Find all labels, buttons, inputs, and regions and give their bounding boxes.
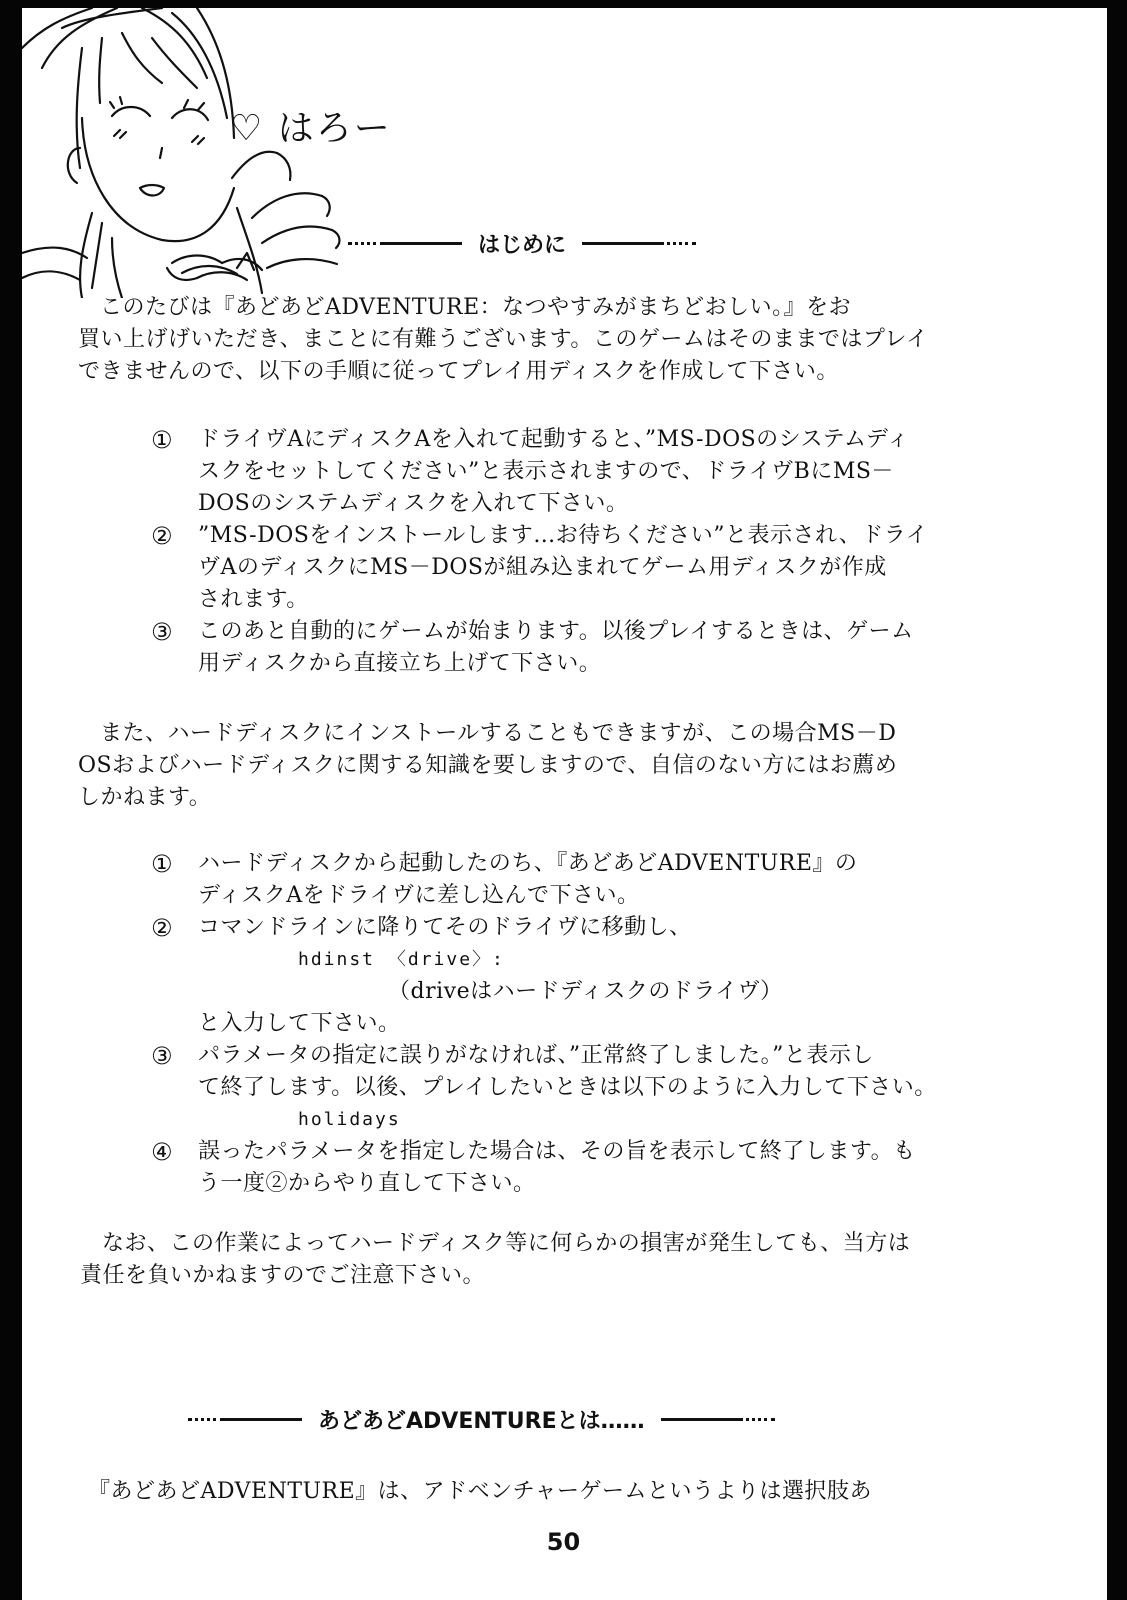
disclaimer-paragraph — [80, 1228, 910, 1292]
step-line: このあと自動的にゲームが始まります。以後プレイするときは、ゲーム — [198, 619, 914, 644]
page-number: 50 — [546, 1528, 581, 1556]
list-item — [146, 1040, 937, 1136]
hdd-intro-line: また、ハードディスクにインストールすることもできますが、この場合MS－D — [100, 721, 897, 746]
step-marker: ② — [150, 522, 173, 550]
intro-line: できませんので、以下の手順に従ってプレイ用ディスクを作成して下さい。 — [78, 359, 839, 384]
command-note: （driveはハードディスクのドライヴ） — [388, 979, 783, 1004]
step-line: と入力して下さい。 — [198, 1011, 401, 1036]
scan-border-right — [1107, 0, 1127, 1600]
step-line: ヴAのディスクにMS－DOSが組み込まれてゲーム用ディスクが作成 — [198, 555, 887, 580]
step-line: DOSのシステムディスクを入れて下さい。 — [198, 491, 629, 516]
step-marker: ③ — [150, 618, 173, 646]
about-line: 『あどあどADVENTURE』は、アドベンチャーゲームというよりは選択肢あ — [88, 1479, 873, 1504]
header-rule-solid-right — [582, 242, 660, 245]
step-line: されます。 — [198, 587, 309, 612]
intro-line: このたびは『あどあどADVENTURE：なつやすみがまちどおしい。』をお — [100, 295, 852, 320]
step-marker: ③ — [150, 1042, 173, 1070]
section-header-about — [188, 1404, 775, 1435]
command-hdinst: hdinst 〈drive〉: — [298, 949, 505, 970]
list-item — [146, 848, 937, 912]
hdd-intro-paragraph — [78, 718, 897, 814]
step-line: 誤ったパラメータを指定した場合は、その旨を表示して終了します。も — [198, 1139, 916, 1164]
header-rule-dotted-left — [188, 1418, 224, 1421]
hdd-intro-line: OSおよびハードディスクに関する知識を要しますので、自信のない方にはお薦め — [78, 753, 898, 778]
list-item — [146, 424, 928, 520]
step-marker: ① — [150, 850, 173, 878]
header-rule-solid-right — [661, 1418, 739, 1421]
floppy-install-steps — [146, 424, 928, 680]
step-line: ”MS-DOSをインストールします…お待ちください”と表示され、ドライ — [198, 523, 929, 548]
step-line: て終了します。以後、プレイしたいときは以下のように入力して下さい。 — [198, 1075, 937, 1100]
disclaimer-line: 責任を負いかねますのでご注意下さい。 — [80, 1263, 486, 1288]
step-marker: ④ — [150, 1138, 173, 1166]
header-rule-dotted-right — [660, 242, 696, 245]
header-rule-solid-left — [384, 242, 462, 245]
section-title-introduction: はじめに — [478, 233, 567, 258]
step-line: スクをセットしてください”と表示されますので、ドライヴBにMS－ — [198, 459, 894, 484]
girl-illustration — [22, 8, 352, 298]
section-title-about: あどあどADVENTUREとは…… — [318, 1409, 645, 1434]
step-line: ドライヴAにディスクAを入れて起動すると、”MS-DOSのシステムディ — [198, 427, 910, 452]
step-line: 用ディスクから直接立ち上げて下さい。 — [198, 651, 602, 676]
header-rule-solid-left — [224, 1418, 302, 1421]
greeting-handwritten: ♡ はろー — [230, 108, 392, 149]
step-line: ハードディスクから起動したのち、『あどあどADVENTURE』の — [198, 851, 858, 876]
about-paragraph — [88, 1476, 872, 1508]
list-item — [146, 912, 937, 1040]
hdd-install-steps — [146, 848, 937, 1200]
scan-border-top — [0, 0, 1127, 8]
section-header-introduction — [348, 228, 696, 259]
step-marker: ② — [150, 914, 173, 942]
step-line: パラメータの指定に誤りがなければ、”正常終了しました。”と表示し — [198, 1043, 874, 1068]
list-item — [146, 1136, 937, 1200]
intro-line: 買い上げげいただき、まことに有難うございます。このゲームはそのままではプレイ — [78, 327, 929, 352]
step-line: ディスクAをドライヴに差し込んで下さい。 — [198, 883, 640, 908]
scan-border-left — [0, 0, 22, 1600]
disclaimer-line: なお、この作業によってハードディスク等に何らかの損害が発生しても、当方は — [102, 1231, 911, 1256]
step-marker: ① — [150, 426, 173, 454]
header-rule-dotted-right — [739, 1418, 775, 1421]
step-line: う一度②からやり直して下さい。 — [198, 1171, 536, 1196]
command-holidays: holidays — [298, 1109, 401, 1130]
list-item — [146, 520, 928, 616]
list-item — [146, 616, 928, 680]
header-rule-dotted-left — [348, 242, 384, 245]
intro-paragraph — [78, 292, 928, 388]
hdd-intro-line: しかねます。 — [78, 785, 212, 810]
step-line: コマンドラインに降りてそのドライヴに移動し、 — [198, 915, 692, 940]
